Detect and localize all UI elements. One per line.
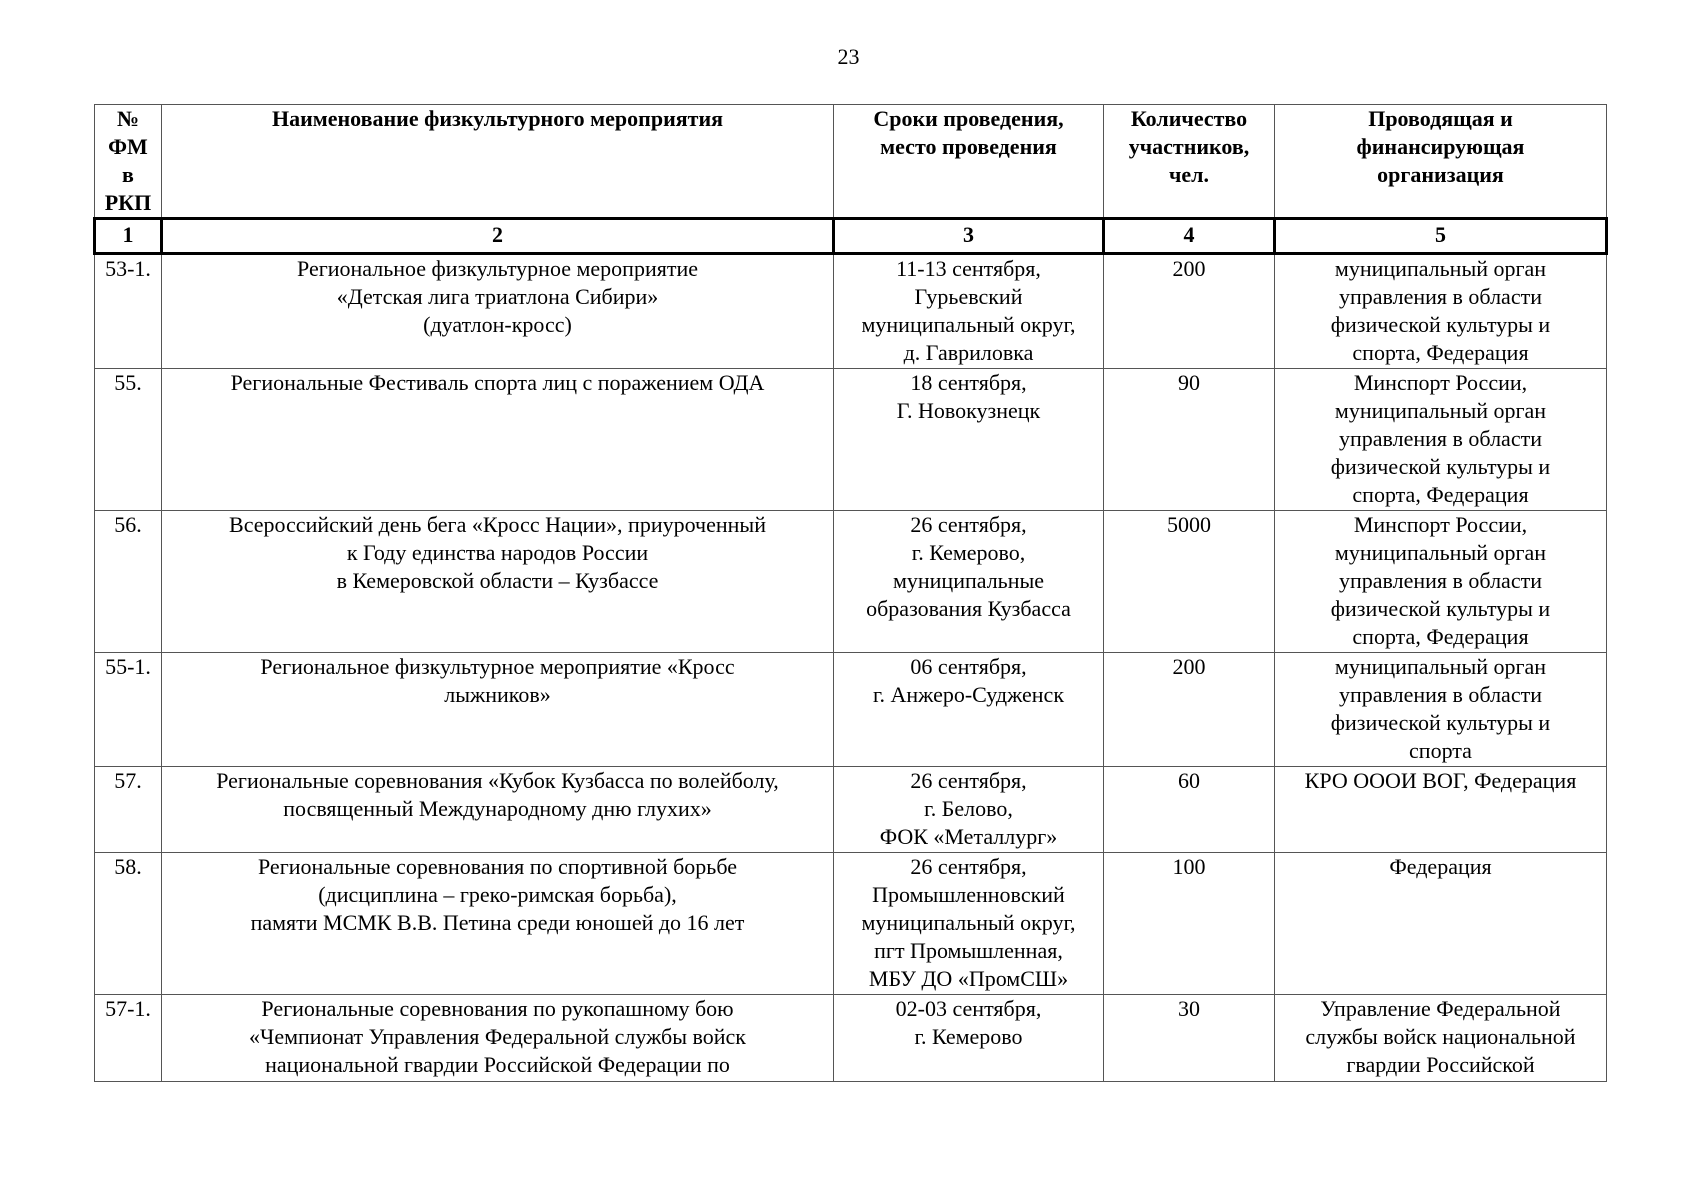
column-number: 2 <box>162 219 834 254</box>
column-number: 1 <box>95 219 162 254</box>
header-participants: Количество участников, чел. <box>1104 105 1275 219</box>
header-event-name: Наименование физкультурного мероприятия <box>162 105 834 219</box>
table-row <box>95 995 1607 1082</box>
organization: Федерация <box>1275 853 1607 995</box>
table-row <box>95 369 1607 511</box>
row-number: 55. <box>95 369 162 511</box>
header-dates-place: Сроки проведения, место проведения <box>834 105 1104 219</box>
event-name: Региональные Фестиваль спорта лиц с поражением ОДА <box>162 369 834 511</box>
event-dates-place: 11-13 сентября, Гурьевский муниципальный округ, д. Гавриловка <box>834 254 1104 369</box>
event-dates-place: 06 сентября, г. Анжеро-Судженск <box>834 653 1104 767</box>
event-name: Всероссийский день бега «Кросс Нации», приуроченный к Году единства народов России в Кемеровской области – Кузбассе <box>162 511 834 653</box>
event-name: Региональные соревнования по рукопашному бою «Чемпионат Управления Федеральной службы войск национальной гвардии Российской Федерации по <box>162 995 834 1082</box>
header-fm-number: № ФМ в РКП <box>95 105 162 219</box>
event-dates-place: 18 сентября, Г. Новокузнецк <box>834 369 1104 511</box>
table-row <box>95 254 1607 369</box>
participant-count: 200 <box>1104 653 1275 767</box>
row-number: 57. <box>95 767 162 853</box>
row-number: 58. <box>95 853 162 995</box>
table-row <box>95 853 1607 995</box>
column-number: 5 <box>1275 219 1607 254</box>
participant-count: 90 <box>1104 369 1275 511</box>
organization: муниципальный орган управления в области физической культуры и спорта <box>1275 653 1607 767</box>
event-name: Региональное физкультурное мероприятие «Кросс лыжников» <box>162 653 834 767</box>
row-number: 53-1. <box>95 254 162 369</box>
participant-count: 60 <box>1104 767 1275 853</box>
participant-count: 200 <box>1104 254 1275 369</box>
table-row <box>95 653 1607 767</box>
row-number: 56. <box>95 511 162 653</box>
header-organization: Проводящая и финансирующая организация <box>1275 105 1607 219</box>
organization: Минспорт России, муниципальный орган управления в области физической культуры и спорта, Федерация <box>1275 369 1607 511</box>
row-number: 57-1. <box>95 995 162 1082</box>
page-number: 23 <box>837 44 860 69</box>
event-dates-place: 26 сентября, Промышленновский муниципальный округ, пгт Промышленная, МБУ ДО «ПромСШ» <box>834 853 1104 995</box>
participant-count: 5000 <box>1104 511 1275 653</box>
event-name: Региональные соревнования по спортивной борьбе (дисциплина – греко-римская борьба), памяти МСМК В.В. Петина среди юношей до 16 лет <box>162 853 834 995</box>
organization: Минспорт России, муниципальный орган управления в области физической культуры и спорта, Федерация <box>1275 511 1607 653</box>
event-dates-place: 02-03 сентября, г. Кемерово <box>834 995 1104 1082</box>
row-number: 55-1. <box>95 653 162 767</box>
table-row <box>95 767 1607 853</box>
participant-count: 30 <box>1104 995 1275 1082</box>
participant-count: 100 <box>1104 853 1275 995</box>
column-number: 4 <box>1104 219 1275 254</box>
table-row <box>95 511 1607 653</box>
organization: муниципальный орган управления в области физической культуры и спорта, Федерация <box>1275 254 1607 369</box>
organization: Управление Федеральной службы войск национальной гвардии Российской <box>1275 995 1607 1082</box>
event-name: Региональное физкультурное мероприятие «Детская лига триатлона Сибири» (дуатлон-кросс) <box>162 254 834 369</box>
event-dates-place: 26 сентября, г. Белово, ФОК «Металлург» <box>834 767 1104 853</box>
events-table <box>93 104 1608 1082</box>
column-number-row <box>95 219 1607 254</box>
column-number: 3 <box>834 219 1104 254</box>
organization: КРО ОООИ ВОГ, Федерация <box>1275 767 1607 853</box>
event-name: Региональные соревнования «Кубок Кузбасса по волейболу, посвященный Международному дню глухих» <box>162 767 834 853</box>
event-dates-place: 26 сентября, г. Кемерово, муниципальные образования Кузбасса <box>834 511 1104 653</box>
table-header-row <box>95 105 1607 219</box>
